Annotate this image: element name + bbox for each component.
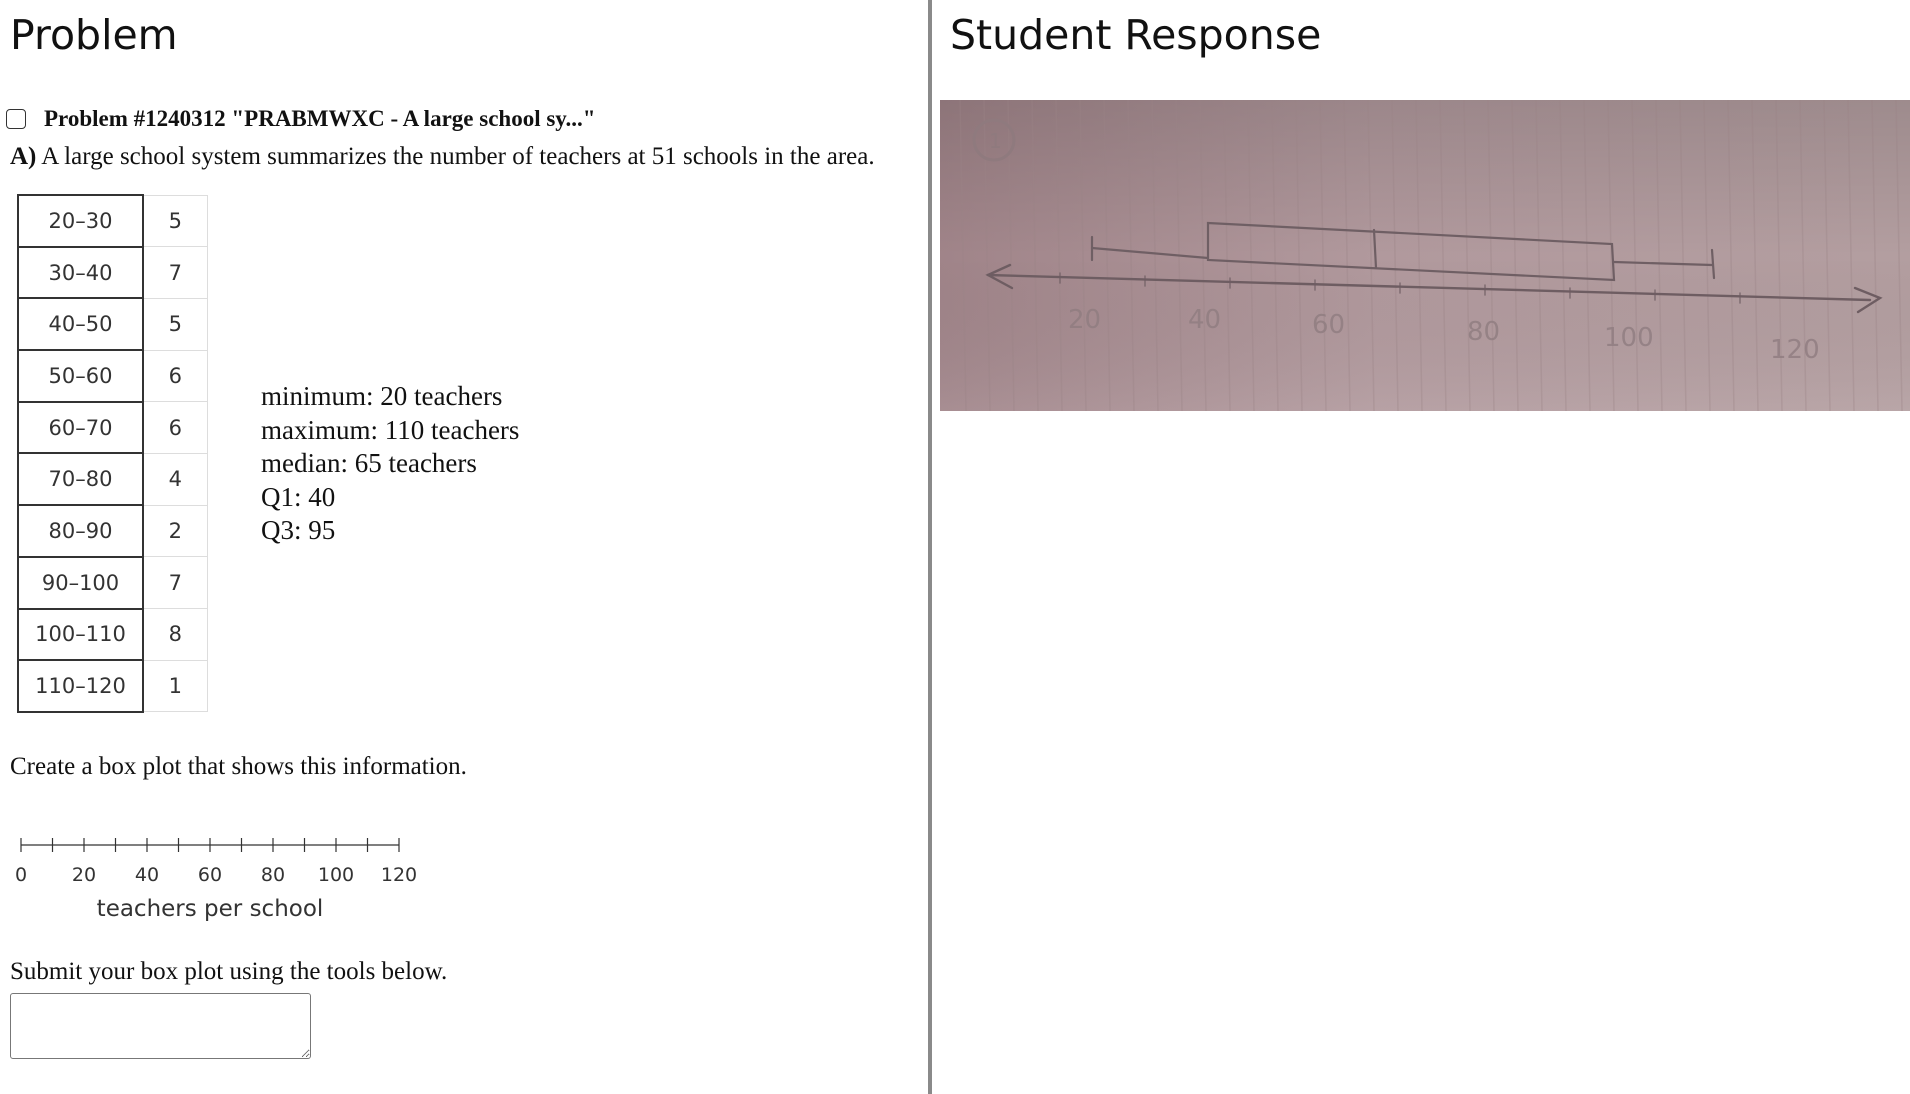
summary-stats xyxy=(261,380,519,548)
student-response-title: Student Response xyxy=(950,11,1322,59)
count-cell: 6 xyxy=(143,350,207,402)
range-cell: 90–100 xyxy=(18,557,143,609)
stat-maximum: maximum: 110 teachers xyxy=(261,414,520,445)
problem-header xyxy=(6,106,596,132)
number-line-tick-label: 120 xyxy=(380,864,418,886)
count-cell: 5 xyxy=(143,195,207,247)
photo-label-20: 20 xyxy=(1068,305,1102,335)
table-row xyxy=(18,660,207,712)
question-part-label: A) xyxy=(10,143,37,170)
submit-instruction: Submit your box plot using the tools below. xyxy=(10,958,448,985)
photo-label-120: 120 xyxy=(1770,335,1820,365)
number-line-tick-label: 80 xyxy=(260,864,286,886)
table-row xyxy=(18,557,207,609)
range-cell: 80–90 xyxy=(18,505,143,557)
instruction-text: Create a box plot that shows this information. xyxy=(10,753,467,780)
table-row xyxy=(18,195,207,247)
stat-q1: Q1: 40 xyxy=(261,481,336,512)
range-cell: 110–120 xyxy=(18,660,143,712)
range-cell: 30–40 xyxy=(18,247,143,299)
photo-label-40: 40 xyxy=(1188,305,1222,335)
number-line-tick-label: 60 xyxy=(197,864,223,886)
count-cell: 2 xyxy=(143,505,207,557)
question-text xyxy=(10,143,875,171)
count-cell: 7 xyxy=(143,247,207,299)
number-line-tick-label: 20 xyxy=(71,864,97,886)
table-row xyxy=(18,453,207,505)
stat-q3: Q3: 95 xyxy=(261,515,336,545)
count-cell: 5 xyxy=(143,298,207,350)
number-line-tick-label: 100 xyxy=(317,864,355,886)
range-cell: 60–70 xyxy=(18,402,143,454)
stat-median: median: 65 teachers xyxy=(261,448,477,478)
range-cell: 70–80 xyxy=(18,453,143,505)
student-response-panel xyxy=(932,0,1910,1094)
table-row xyxy=(18,298,207,350)
range-cell: 20–30 xyxy=(18,195,143,247)
table-row xyxy=(18,609,207,661)
range-cell: 40–50 xyxy=(18,298,143,350)
range-cell: 50–60 xyxy=(18,350,143,402)
student-response-photo xyxy=(940,100,1910,411)
problem-panel-title: Problem xyxy=(10,11,178,59)
count-cell: 7 xyxy=(143,557,207,609)
table-row xyxy=(18,402,207,454)
problem-select-checkbox[interactable] xyxy=(6,109,26,129)
problem-panel xyxy=(0,0,928,1094)
circled-number-text: 1 xyxy=(989,129,1002,153)
number-line-tick-label: 0 xyxy=(14,864,28,886)
range-cell: 100–110 xyxy=(18,609,143,661)
answer-input[interactable] xyxy=(10,993,311,1059)
problem-label: Problem #1240312 "PRABMWXC - A large school sy..." xyxy=(44,106,596,131)
number-line-axis-label: teachers per school xyxy=(96,896,324,922)
count-cell: 8 xyxy=(143,609,207,661)
photo-label-100: 100 xyxy=(1604,323,1654,353)
question-body: A large school system summarizes the number of teachers at 51 schools in the area. xyxy=(36,143,875,170)
frequency-table xyxy=(17,194,208,713)
table-row xyxy=(18,350,207,402)
count-cell: 6 xyxy=(143,402,207,454)
count-cell: 1 xyxy=(143,660,207,712)
count-cell: 4 xyxy=(143,453,207,505)
table-row xyxy=(18,247,207,299)
table-row xyxy=(18,505,207,557)
photo-label-60: 60 xyxy=(1312,310,1346,340)
number-line xyxy=(4,825,424,925)
stat-minimum: minimum: 20 teachers xyxy=(261,381,503,411)
number-line-tick-label: 40 xyxy=(134,864,160,886)
photo-label-80: 80 xyxy=(1467,317,1501,347)
